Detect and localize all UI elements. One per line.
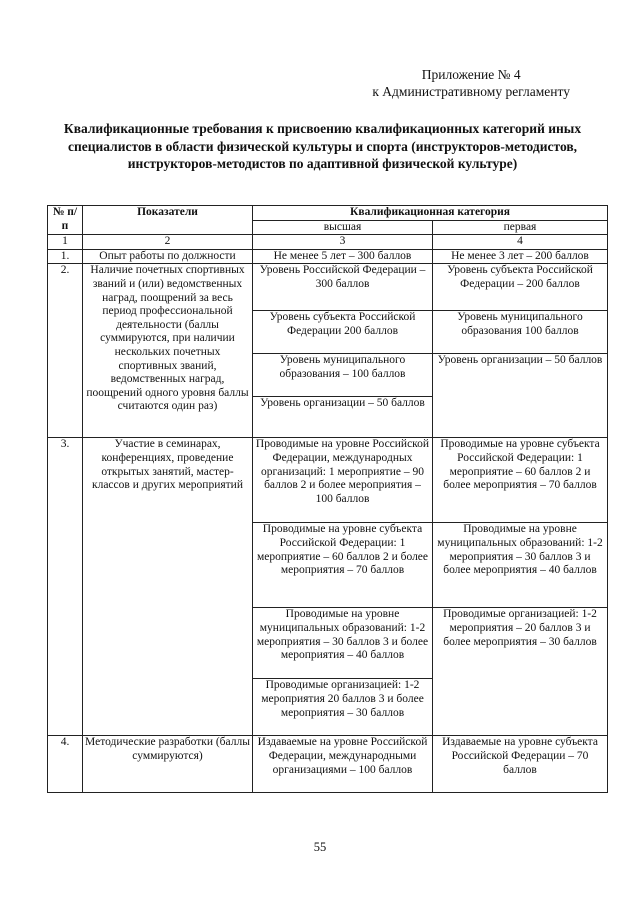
header-num: № п/п [48,206,83,235]
document-title: Квалификационные требования к присвоению квалификационных категорий иных специалистов в области физической культуры и спорта (инструкторов-методистов, инструкторов-методистов по адаптивной физической культуре) [63,121,582,171]
first-cell: Уровень организации – 50 баллов [433,354,608,438]
colnum-3: 3 [253,235,433,250]
higher-cell: Уровень субъекта Российской Федерации 200 баллов [253,311,433,354]
table-header-row [48,206,608,221]
higher-cell: Проводимые на уровне субъекта Российской Федерации: 1 мероприятие – 60 баллов 2 и более мероприятия – 70 баллов [253,523,433,608]
requirements-table [47,205,608,793]
header-category: Квалификационная категория [253,206,608,221]
table-row [48,438,608,523]
page-number: 55 [313,840,327,854]
first-cell: Не менее 3 лет – 200 баллов [433,249,608,264]
table-row [48,264,608,311]
header-higher: высшая [253,220,433,235]
row-number: 4. [48,736,83,793]
higher-cell: Проводимые организацией: 1-2 мероприятия 20 баллов 3 и более мероприятия – 30 баллов [253,679,433,736]
colnum-4: 4 [433,235,608,250]
row-number: 1. [48,249,83,264]
appendix-reference: к Административному регламенту [372,84,570,99]
first-cell: Уровень субъекта Российской Федерации – 200 баллов [433,264,608,311]
appendix-heading [372,66,570,100]
first-cell: Проводимые организацией: 1-2 мероприятия – 20 баллов 3 и более мероприятия – 30 баллов [433,608,608,736]
first-cell: Проводимые на уровне муниципальных образований: 1-2 мероприятия – 30 баллов 3 и более мероприятия – 40 баллов [433,523,608,608]
colnum-2: 2 [83,235,253,250]
header-indicators: Показатели [83,206,253,235]
header-first: первая [433,220,608,235]
row-indicator: Участие в семинарах, конференциях, проведение открытых занятий, мастер-классов и других мероприятий [83,438,253,736]
higher-cell: Не менее 5 лет – 300 баллов [253,249,433,264]
first-cell: Издаваемые на уровне субъекта Российской Федерации – 70 баллов [433,736,608,793]
higher-cell: Уровень Российской Федерации – 300 баллов [253,264,433,311]
higher-cell: Проводимые на уровне Российской Федерации, международных организаций: 1 мероприятие – 90 баллов 2 и более мероприятия – 100 баллов [253,438,433,523]
row-indicator: Наличие почетных спортивных званий и (или) ведомственных наград, поощрений за весь период профессиональной деятельности (баллы суммируются, при наличии нескольких почетных спортивных званий, ведомственных наград, поощрений одного уровня баллы считаются один раз) [83,264,253,438]
row-indicator: Опыт работы по должности [83,249,253,264]
table-row [48,249,608,264]
column-number-row [48,235,608,250]
higher-cell: Издаваемые на уровне Российской Федерации, международными организациями – 100 баллов [253,736,433,793]
first-cell: Уровень муниципального образования 100 баллов [433,311,608,354]
row-indicator: Методические разработки (баллы суммируются) [83,736,253,793]
higher-cell: Уровень муниципального образования – 100 баллов [253,354,433,397]
row-number: 3. [48,438,83,736]
row-number: 2. [48,264,83,438]
appendix-number: Приложение № 4 [421,67,521,82]
colnum-1: 1 [48,235,83,250]
table-row [48,736,608,793]
higher-cell: Уровень организации – 50 баллов [253,397,433,438]
first-cell: Проводимые на уровне субъекта Российской Федерации: 1 мероприятие – 60 баллов 2 и более мероприятия – 70 баллов [433,438,608,523]
higher-cell: Проводимые на уровне муниципальных образований: 1-2 мероприятия – 30 баллов 3 и более мероприятия – 40 баллов [253,608,433,679]
